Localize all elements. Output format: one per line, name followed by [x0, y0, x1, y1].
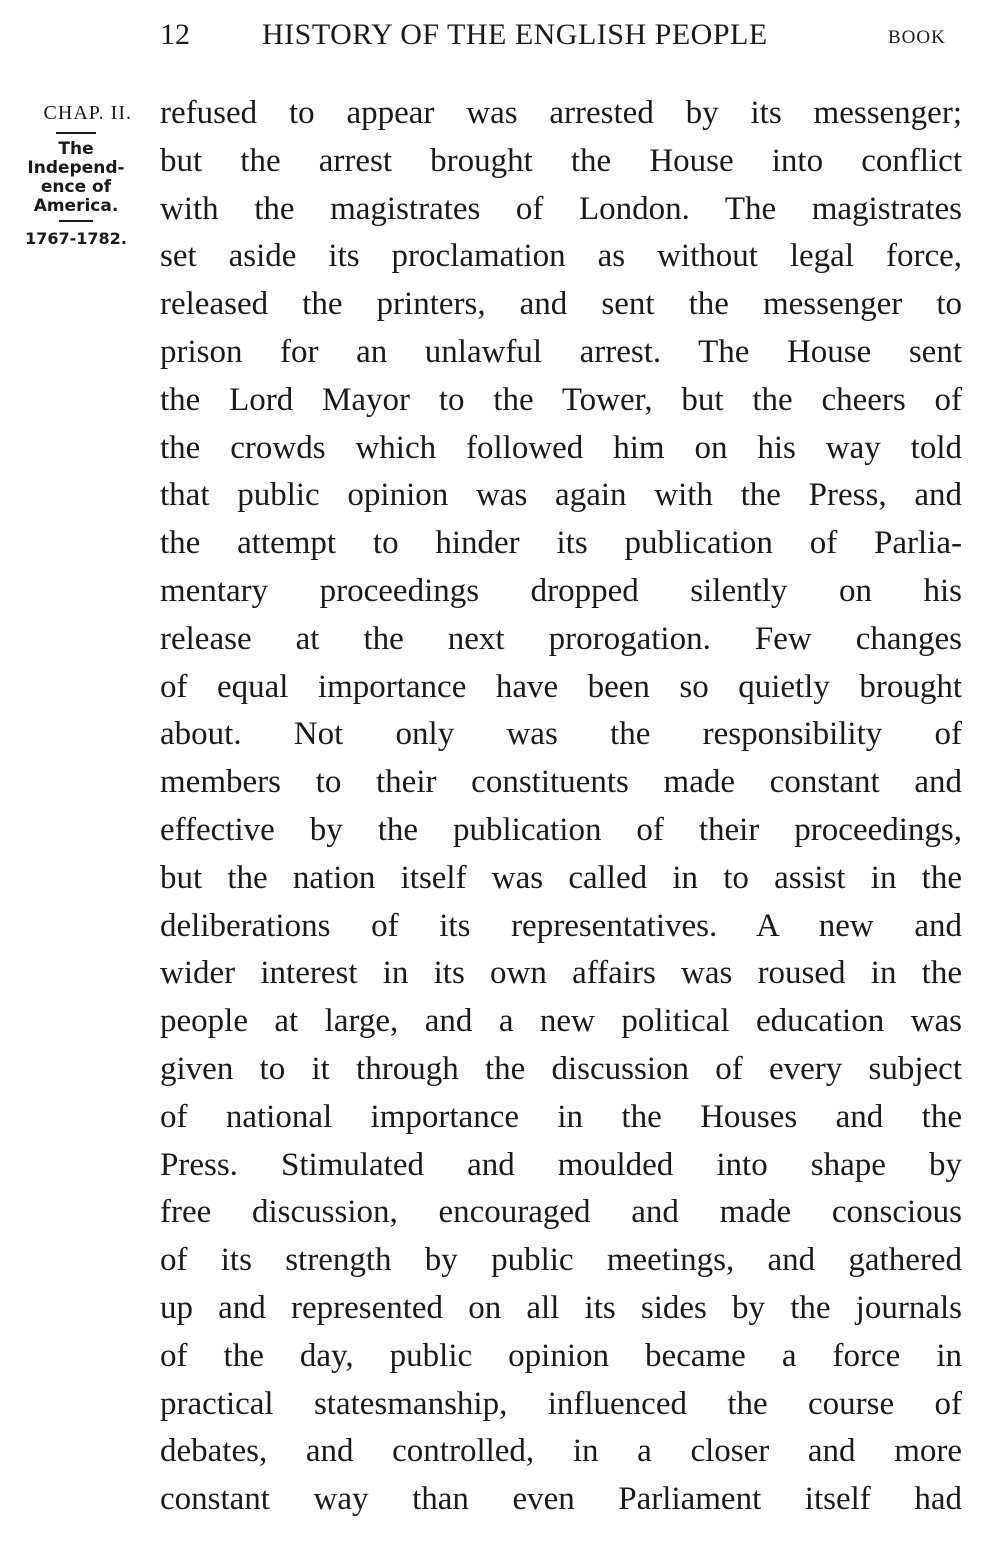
- page-number: 12: [160, 18, 190, 51]
- sidenote-topic-line: ence of: [40, 177, 112, 197]
- margin-sidenote: [14, 100, 138, 250]
- text-line: up and represented on all its sides by the journals: [160, 1289, 962, 1326]
- text-line: of the day, public opinion became a force in: [160, 1337, 962, 1374]
- text-line: but the arrest brought the House into conflict: [160, 142, 962, 179]
- text-line: prison for an unlawful arrest. The House sent: [160, 333, 962, 370]
- text-line: deliberations of its representatives. A new and: [160, 907, 962, 944]
- text-line: that public opinion was again with the Press, and: [160, 477, 962, 514]
- sidenote-topic: [14, 140, 138, 216]
- text-line: set aside its proclamation as without legal force,: [160, 238, 962, 275]
- text-line: effective by the publication of their proceedings,: [160, 811, 962, 848]
- sidenote-topic-line: The: [58, 139, 94, 159]
- text-line: Press. Stimulated and moulded into shape by: [160, 1146, 962, 1183]
- sidenote-topic-line: Independ-: [27, 158, 125, 178]
- text-line: constant way than even Parliament itself had: [160, 1481, 962, 1518]
- text-line: the Lord Mayor to the Tower, but the cheers of: [160, 381, 962, 418]
- text-line: free discussion, encouraged and made conscious: [160, 1194, 962, 1231]
- text-line: of its strength by public meetings, and gathered: [160, 1242, 962, 1279]
- text-line: given to it through the discussion of every subject: [160, 1050, 962, 1087]
- sidenote-divider: [59, 220, 93, 222]
- running-title: HISTORY OF THE ENGLISH PEOPLE: [262, 18, 768, 51]
- text-line: people at large, and a new political education was: [160, 1003, 962, 1040]
- text-line: of equal importance have been so quietly brought: [160, 668, 962, 705]
- text-line: with the magistrates of London. The magistrates: [160, 190, 962, 227]
- sidenote-years: 1767-1782.: [25, 229, 127, 248]
- sidenote-divider: [56, 132, 96, 134]
- sidenote-topic-line: America.: [33, 196, 119, 216]
- text-line: members to their constituents made constant and: [160, 764, 962, 801]
- book-label: BOOK: [888, 27, 946, 48]
- text-line: of national importance in the Houses and the: [160, 1098, 962, 1135]
- text-line: about. Not only was the responsibility of: [160, 716, 962, 753]
- text-line: released the printers, and sent the messenger to: [160, 286, 962, 323]
- text-line: refused to appear was arrested by its messenger;: [160, 95, 962, 131]
- running-header: [0, 18, 1000, 58]
- text-line: the crowds which followed him on his way told: [160, 429, 962, 466]
- text-line: the attempt to hinder its publication of Parlia-: [160, 525, 962, 562]
- text-line: release at the next prorogation. Few changes: [160, 620, 962, 657]
- body-text: [160, 90, 962, 1524]
- text-line: mentary proceedings dropped silently on his: [160, 572, 962, 609]
- text-line: practical statesmanship, influenced the course of: [160, 1385, 962, 1422]
- text-line: debates, and controlled, in a closer and more: [160, 1433, 962, 1470]
- text-line: wider interest in its own affairs was roused in the: [160, 955, 962, 992]
- chapter-label: CHAP. II.: [43, 102, 132, 124]
- text-line: but the nation itself was called in to assist in the: [160, 859, 962, 896]
